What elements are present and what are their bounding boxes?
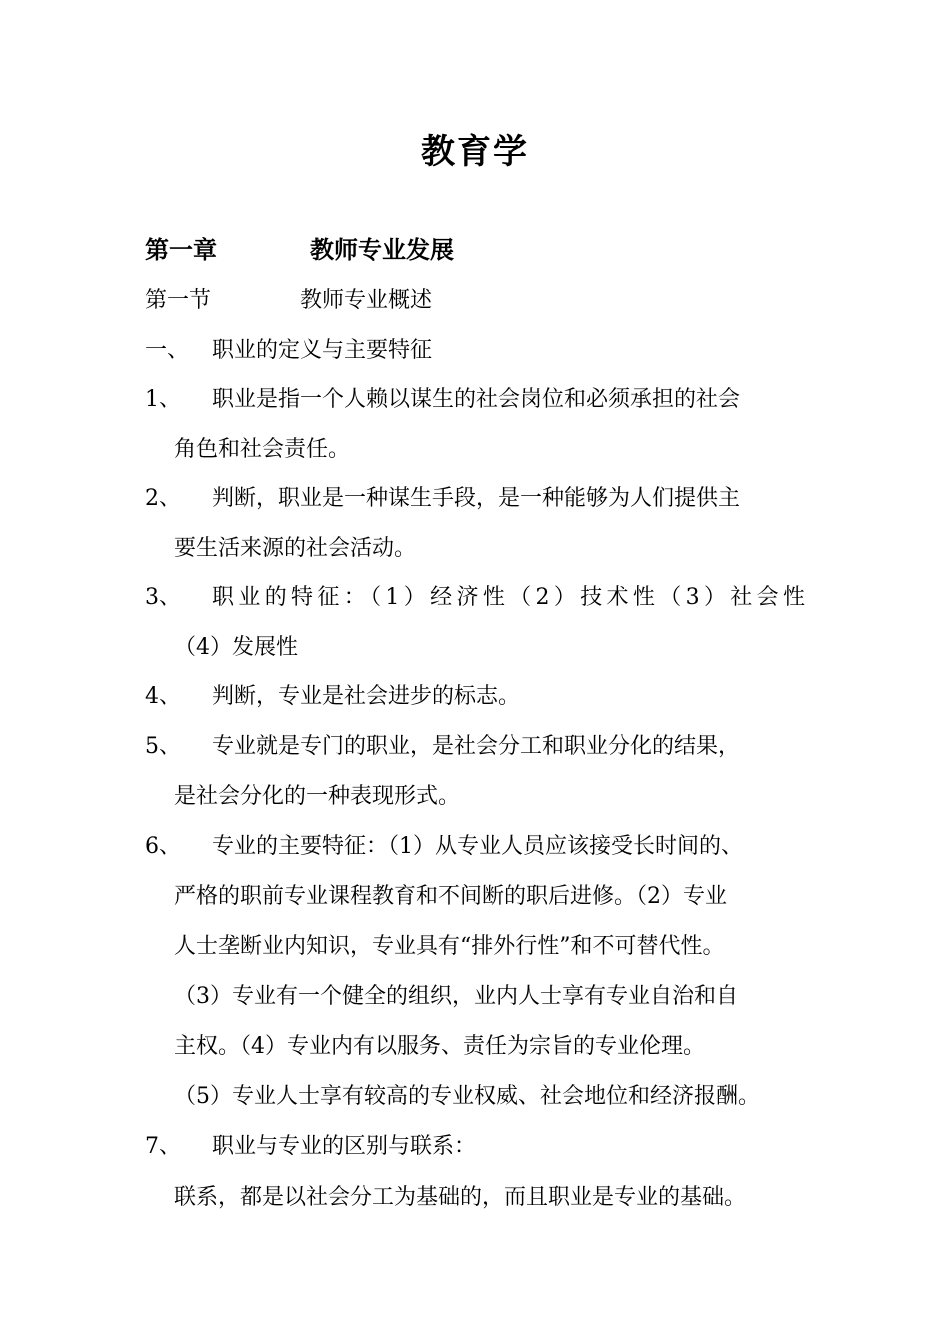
item-7-line-2: 联系，都是以社会分工为基础的，而且职业是专业的基础。 xyxy=(174,1185,747,1210)
item-1-line-2: 角色和社会责任。 xyxy=(174,437,351,462)
chapter-heading xyxy=(145,232,454,268)
heading1-text: 职业的定义与主要特征 xyxy=(212,338,433,363)
item-6-line-6: （5）专业人士享有较高的专业权威、社会地位和经济报酬。 xyxy=(174,1084,760,1109)
item-6-line-5: 主权。（4）专业内有以服务、责任为宗旨的专业伦理。 xyxy=(174,1034,705,1059)
item-3-line-2: （4）发展性 xyxy=(174,635,298,660)
item-3-line-1: 职业的特征：（1）经济性（2）技术性（3）社会性 xyxy=(212,585,806,610)
item-4-line-1: 判断，专业是社会进步的标志。 xyxy=(212,684,521,709)
item-6-number: 6、 xyxy=(145,834,181,859)
chapter-number: 第一章 xyxy=(145,235,217,264)
chapter-title: 教师专业发展 xyxy=(310,235,454,264)
item-5-number: 5、 xyxy=(145,734,181,759)
item-2-line-1: 判断，职业是一种谋生手段，是一种能够为人们提供主 xyxy=(212,486,741,511)
item-1-line-1: 职业是指一个人赖以谋生的社会岗位和必须承担的社会 xyxy=(212,387,741,412)
section-title: 教师专业概述 xyxy=(300,288,433,313)
item-5-line-1: 专业就是专门的职业，是社会分工和职业分化的结果， xyxy=(212,734,741,759)
item-3-number: 3、 xyxy=(145,585,181,610)
item-2-line-2: 要生活来源的社会活动。 xyxy=(174,536,417,561)
item-6-line-4: （3）专业有一个健全的组织，业内人士享有专业自治和自 xyxy=(174,984,738,1009)
section-heading xyxy=(145,283,432,319)
item-6-line-2: 严格的职前专业课程教育和不间断的职后进修。（2）专业 xyxy=(174,884,727,909)
item-7-line-1: 职业与专业的区别与联系： xyxy=(212,1134,477,1159)
item-6-line-3: 人士垄断业内知识，专业具有“排外行性”和不可替代性。 xyxy=(174,934,725,959)
section-number: 第一节 xyxy=(145,288,212,313)
item-4-number: 4、 xyxy=(145,684,181,709)
item-7-number: 7、 xyxy=(145,1134,181,1159)
document-title: 教育学 xyxy=(421,132,529,172)
item-2-number: 2、 xyxy=(145,486,181,511)
item-5-line-2: 是社会分化的一种表现形式。 xyxy=(174,784,461,809)
item-6-line-1: 专业的主要特征：（1）从专业人员应该接受长时间的、 xyxy=(212,834,743,859)
heading1-number: 一、 xyxy=(145,338,190,363)
item-1-number: 1、 xyxy=(145,387,181,412)
